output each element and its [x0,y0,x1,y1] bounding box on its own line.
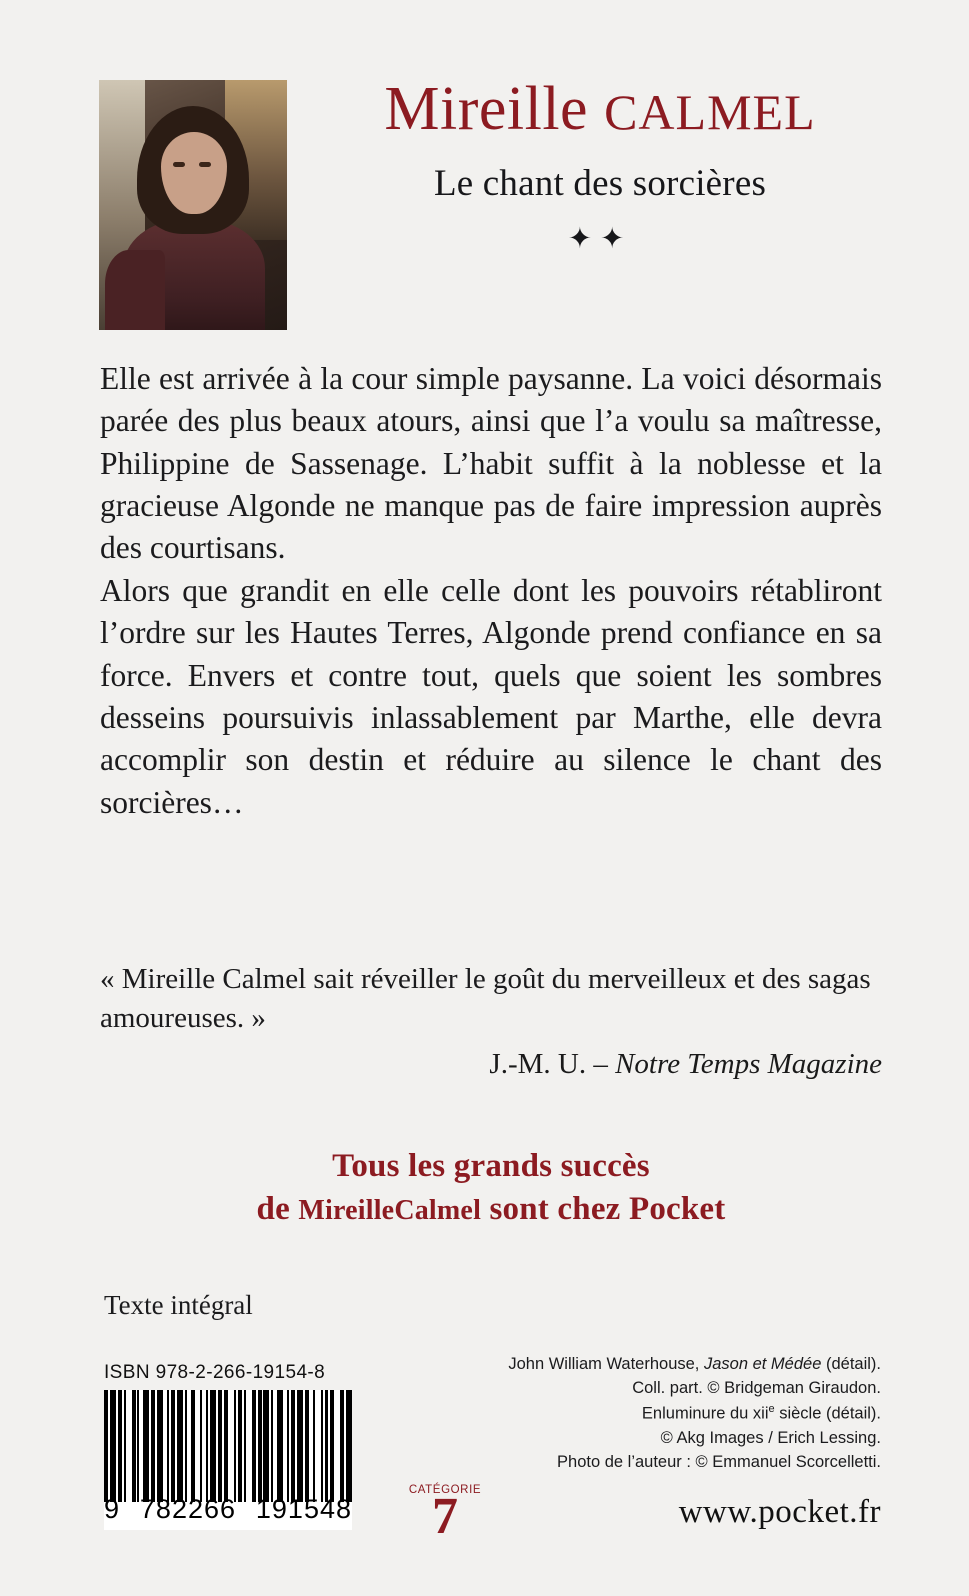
barcode-digits [104,1494,352,1525]
promo-author-first: Mireille [298,1195,395,1226]
barcode-digit-group-mid: 782266 [139,1494,237,1524]
promo-suffix: sont chez Pocket [481,1191,726,1227]
barcode-digit-group-left: 9 [104,1494,121,1524]
publisher-promo [100,1148,882,1228]
credits-line-5: Photo de l’auteur : © Emmanuel Scorcelletti. [557,1453,881,1472]
volume-mark: ✦✦ [567,223,633,255]
barcode [104,1390,352,1530]
texte-integral-label: Texte intégral [104,1290,253,1320]
categorie-number: 7 [432,1488,458,1545]
credits-century: xii [752,1404,769,1423]
credits-artist: John William Waterhouse, [508,1355,704,1373]
isbn-label: ISBN 978-2-266-19154-8 [104,1362,326,1383]
credits-line-3 [461,1401,881,1426]
author-name [300,75,900,143]
categorie-badge [408,1484,482,1545]
credits-century-detail: siècle (détail). [774,1404,881,1423]
photo-eye-right [199,162,211,167]
promo-line-1: Tous les grands succès [332,1148,650,1184]
credits-century-suffix: e [768,1402,775,1415]
blurb-paragraph-1: Elle est arrivée à la cour simple paysanne. La voici désormais parée des plus beaux atours, ainsi que l’a voulu sa maîtresse, Philippine de Sassenage. L’habit suffit à la noblesse et la gracieuse Algonde ne manque pas de faire impression auprès des courtisans. [100,361,882,566]
promo-prefix: de [256,1191,299,1227]
author-last-name: CALMEL [604,84,816,140]
promo-line-2 [100,1191,882,1228]
credits-illumination: Enluminure du [641,1404,753,1423]
blurb-paragraph-2: Alors que grandit en elle celle dont les pouvoirs rétabliront l’ordre sur les Hautes Terres, Algonde prend confiance en sa force. Envers et contre tout, quels que soient les sombres desseins poursuivis inlassablement par Marthe, elle devra accomplir son destin et réduire au silence le chant des sorcières… [100,572,882,820]
publisher-website[interactable]: www.pocket.fr [678,1494,881,1530]
credits-detail: (détail). [821,1355,881,1373]
credits-line-4: © Akg Images / Erich Lessing. [660,1428,881,1447]
press-quote-source: Notre Temps Magazine [615,1048,882,1081]
title-block [300,75,900,256]
photo-shoulder [105,250,165,330]
credits-artwork-title: Jason et Médée [703,1355,822,1373]
promo-author-last: Calmel [394,1195,482,1226]
barcode-bars [104,1390,352,1502]
photo-eye-left [173,162,185,167]
press-quote-author: J.-M. U. – [489,1048,616,1081]
image-credits [461,1352,881,1475]
cover-header [0,0,969,340]
barcode-digit-group-right: 191548 [255,1494,352,1524]
book-title: Le chant des sorcières [433,163,767,204]
author-first-name: Mireille [384,75,589,143]
credits-line-1 [461,1352,881,1376]
credits-line-2: Coll. part. © Bridgeman Giraudon. [632,1379,881,1398]
press-quote-text: « Mireille Calmel sait réveiller le goût du merveilleux et des sagas amoureuses. » [100,963,871,1035]
author-photo [99,80,287,330]
categorie-label: CATÉGORIE [408,1484,482,1496]
blurb [100,358,882,824]
press-quote-attribution [100,1048,882,1081]
press-quote [100,960,882,1081]
